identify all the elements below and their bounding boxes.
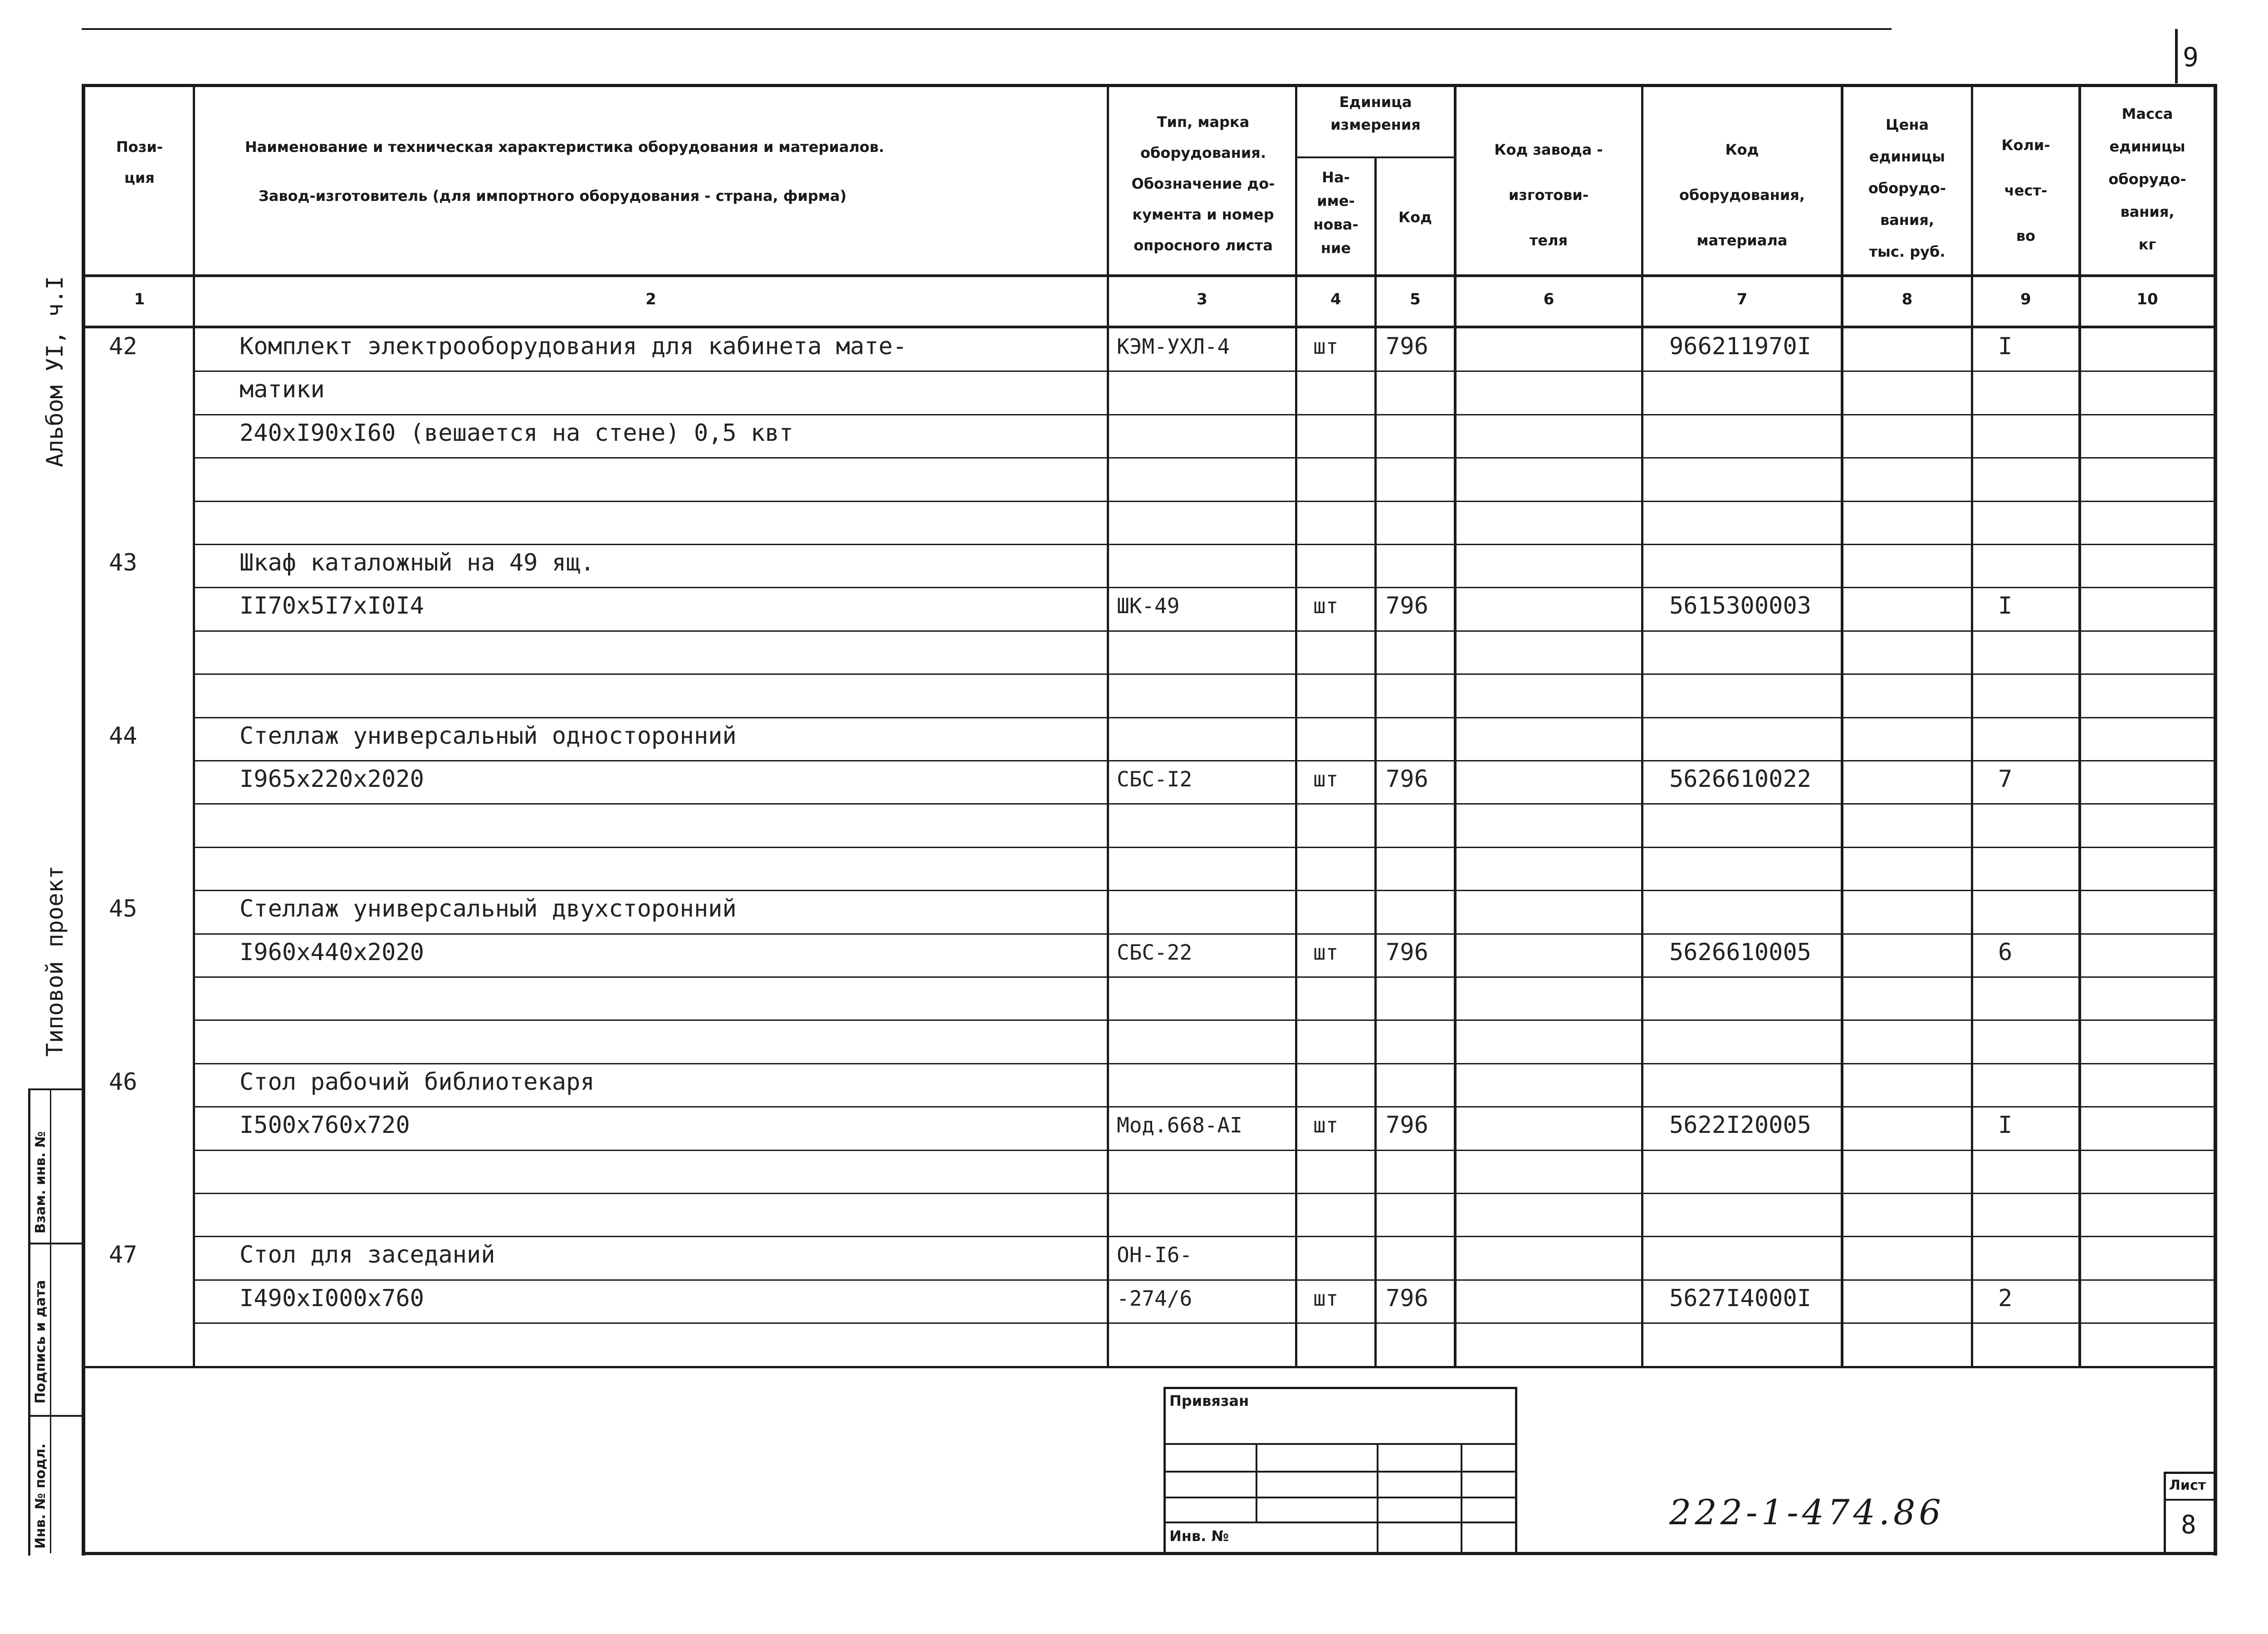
row-rule [193, 587, 2216, 588]
row-rule [193, 717, 2216, 718]
cell-type: КЭМ-УХЛ-4 [1117, 334, 1230, 359]
cell-type: СБС-22 [1117, 940, 1193, 965]
row-rule [193, 457, 2216, 458]
sheet-label: Лист [2169, 1478, 2206, 1493]
cell-equip-code: 5626610022 [1669, 766, 1812, 793]
cell-name: Стеллаж универсальный двухсторонний [240, 895, 737, 922]
row-rule [193, 673, 2216, 675]
row-rule [193, 1063, 2216, 1064]
cell-equip-code: 5615300003 [1669, 592, 1812, 619]
cell-equip-code: 5622I20005 [1669, 1112, 1812, 1139]
col-number: 1 [134, 290, 145, 308]
row-rule [193, 1236, 2216, 1237]
row-rule [193, 630, 2216, 632]
row-rule [193, 501, 2216, 502]
row-rule [193, 1322, 2216, 1324]
cell-type: -274/6 [1117, 1286, 1193, 1311]
col-number: 3 [1197, 290, 1207, 308]
cell-qty: 7 [1998, 766, 2013, 793]
header-mass: Масса единицы оборудо- вания, кг [2108, 105, 2186, 253]
project-label: Типовой проект [42, 865, 68, 1057]
cell-qty: I [1998, 592, 2013, 619]
replaces-inv-label: Взам. инв. № [33, 1131, 49, 1234]
row-rule [193, 1193, 2216, 1194]
cell-pos: 42 [109, 333, 137, 360]
col-number: 6 [1543, 290, 1554, 308]
original-inv-label: Инв. № подл. [33, 1443, 49, 1549]
cell-code: 796 [1386, 333, 1428, 360]
col-number: 8 [1901, 290, 1913, 308]
cell-type: ШК-49 [1117, 594, 1180, 618]
cell-name: Стол для заседаний [240, 1241, 495, 1268]
cell-qty: I [1998, 1112, 2013, 1139]
cell-code: 796 [1386, 1285, 1428, 1312]
cell-pos: 46 [109, 1068, 137, 1096]
header-quantity: Коли- чест- во [2001, 137, 2050, 244]
cell-equip-code: 966211970I [1669, 333, 1812, 360]
cell-unit: шт [1313, 1286, 1339, 1311]
cell-pos: 44 [109, 722, 137, 750]
stamp-inv-label: Инв. № [1169, 1527, 1229, 1545]
row-rule [193, 890, 2216, 891]
cell-unit: шт [1313, 594, 1339, 618]
cell-code: 796 [1386, 766, 1428, 793]
col-number: 4 [1330, 290, 1341, 308]
col-number: 2 [645, 290, 656, 308]
document-code: 222-1-474.86 [1669, 1492, 1945, 1532]
row-rule [193, 1106, 2216, 1107]
row-rule [193, 1150, 2216, 1151]
cell-type: Мод.668-АI [1117, 1113, 1242, 1137]
header-type: Тип, марка оборудования. Обозначение до- кумента и номер опросного листа [1131, 113, 1275, 254]
cell-pos: 47 [109, 1241, 137, 1268]
sheet-number: 8 [2181, 1510, 2196, 1540]
cell-unit: шт [1313, 1113, 1339, 1137]
cell-name: 240хI90хI60 (вешается на стене) 0,5 квт [240, 419, 793, 447]
cell-unit: шт [1313, 767, 1339, 791]
row-rule [193, 847, 2216, 848]
cell-name: I965x220x2020 [240, 766, 424, 793]
col-number: 10 [2136, 290, 2158, 308]
cell-name: Шкаф каталожный на 49 ящ. [240, 549, 595, 576]
cell-type: ОН-I6- [1117, 1243, 1193, 1267]
row-rule [193, 1019, 2216, 1021]
cell-unit: шт [1313, 940, 1339, 965]
row-rule [193, 803, 2216, 805]
cell-name: I490xI000x760 [240, 1285, 424, 1312]
cell-unit: шт [1313, 334, 1339, 359]
cell-name: матики [240, 376, 325, 403]
header-position: Пози- ция [116, 138, 163, 186]
cell-equip-code: 5626610005 [1669, 939, 1812, 966]
cell-equip-code: 5627I4000I [1669, 1285, 1812, 1312]
col-number: 5 [1410, 290, 1421, 308]
header-manufacturer-code: Код завода - изготови- теля [1494, 141, 1603, 249]
cell-qty: 2 [1998, 1285, 2013, 1312]
header-price: Цена единицы оборудо- вания, тыс. руб. [1868, 116, 1946, 260]
header-unit-code: Код [1398, 209, 1432, 226]
row-rule [193, 760, 2216, 761]
cell-code: 796 [1386, 939, 1428, 966]
cell-name: II70x5I7xI0I4 [240, 592, 424, 619]
signature-date-label: Подпись и дата [33, 1280, 49, 1404]
cell-name: I960x440x2020 [240, 939, 424, 966]
cell-qty: I [1998, 333, 2013, 360]
header-equipment-code: Код оборудования, материала [1679, 141, 1805, 249]
row-rule [193, 414, 2216, 415]
col-number: 7 [1736, 290, 1748, 308]
cell-name: Комплект электрооборудования для кабинета мате- [240, 333, 907, 360]
top-page-number: 9 [2183, 42, 2199, 73]
cell-name: I500x760x720 [240, 1112, 410, 1139]
cell-code: 796 [1386, 592, 1428, 619]
header-unit-name: На- име- нова- ние [1313, 169, 1359, 257]
cell-code: 796 [1386, 1112, 1428, 1139]
row-rule [193, 371, 2216, 372]
cell-pos: 43 [109, 549, 137, 576]
cell-qty: 6 [1998, 939, 2013, 966]
row-rule [193, 933, 2216, 935]
cell-pos: 45 [109, 895, 137, 922]
header-name: Наименование и техническая характеристика оборудования и материалов. Завод-изготовитель (для импортного оборудования - страна, фирма) [245, 138, 885, 205]
col-number: 9 [2020, 290, 2031, 308]
row-rule [193, 544, 2216, 545]
cell-name: Стеллаж универсальный односторонний [240, 722, 737, 750]
album-label: Альбом УI, ч.I [42, 276, 68, 467]
stamp-title: Привязан [1169, 1392, 1249, 1410]
row-rule [193, 1279, 2216, 1281]
cell-name: Стол рабочий библиотекаря [240, 1068, 595, 1096]
cell-type: СБС-I2 [1117, 767, 1193, 791]
row-rule [193, 976, 2216, 978]
header-unit: Единица измерения [1330, 93, 1421, 133]
